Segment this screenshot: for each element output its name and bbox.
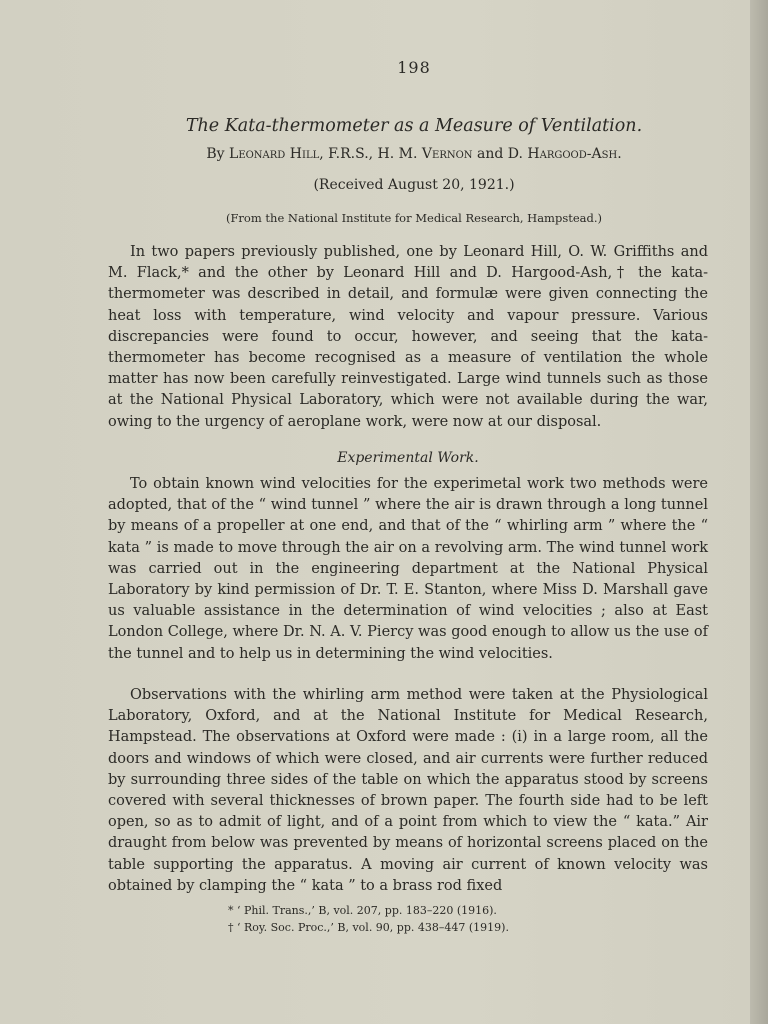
authors-and: and D. <box>472 146 528 162</box>
footnote-1: * ‘ Phil. Trans.,’ B, vol. 207, pp. 183–220 (1916). <box>228 904 497 917</box>
paragraph-wind-velocities: To obtain known wind velocities for the experimetal work two methods were adopted, that of the “ wind tunnel ” where the air is drawn through a long tunnel by means of a propeller at one end, and that of the “ whirling arm ” where the “ kata ” is made to move through the air on a revolving arm. The wind tunnel work was carried out in the engineering department at the National Physical Laboratory by kind permission of Dr. T. E. Stanton, where Miss D. Marshall gave us valuable assistance in the determination of wind velocities ; also at East London College, where Dr. N. A. V. Piercy was good enough to allow us the use of the tunnel and to help us in determining the wind velocities. <box>108 476 708 662</box>
authors-end: . <box>617 146 622 162</box>
by-label: By <box>206 146 225 162</box>
authors-line <box>0 146 768 162</box>
footnotes <box>228 902 509 936</box>
footnote-2: † ‘ Roy. Soc. Proc.,’ B, vol. 90, pp. 438–447 (1919). <box>228 921 509 934</box>
author-hill-suffix: , F.R.S., H. M. <box>319 146 422 162</box>
author-hargood-ash: Hargood-Ash <box>527 146 618 162</box>
paragraph-intro: In two papers previously published, one by Leonard Hill, O. W. Griffiths and M. Flack,* and the other by Leonard Hill and D. Hargood-Ash,† the kata-thermometer was described in detail, and formulæ were given connecting the heat loss with temperature, wind velocity and vapour pressure. Various discrepancies were found to occur, however, and seeing that the kata-thermometer has become recognised as a measure of ventilation the whole matter has now been carefully reinvestigated. Large wind tunnels such as those at the National Physical Laboratory, which were not available during the war, owing to the urgency of aeroplane work, were now at our disposal. <box>108 244 708 430</box>
institution-line: (From the National Institute for Medical Research, Hampstead.) <box>225 211 603 225</box>
paragraph-observations: Observations with the whirling arm method were taken at the Physiological Laboratory, Oxford, and at the National Institute for Medical Research, Hampstead. The observations at Oxford were made : (i) in a large room, all the doors and windows of which were closed, and air currents were further reduced by surrounding three sides of the table on which the apparatus stood by screens covered with several thicknesses of brown paper. The fourth side had to be left open, so as to admit of light, and of a point from which to view the “ kata.” Air draught from below was prevented by means of horizontal screens placed on the table supporting the apparatus. A moving air current of known velocity was obtained by clamping the “ kata ” to a brass rod fixed <box>108 687 708 894</box>
section-heading: Experimental Work. <box>337 450 479 466</box>
author-vernon: Vernon <box>421 146 473 162</box>
received-date: (Received August 20, 1921.) <box>313 177 515 193</box>
page-number: 198 <box>397 58 431 77</box>
author-hill: Leonard Hill <box>229 146 320 162</box>
article-title: The Kata-thermometer as a Measure of Ventilation. <box>185 116 643 136</box>
